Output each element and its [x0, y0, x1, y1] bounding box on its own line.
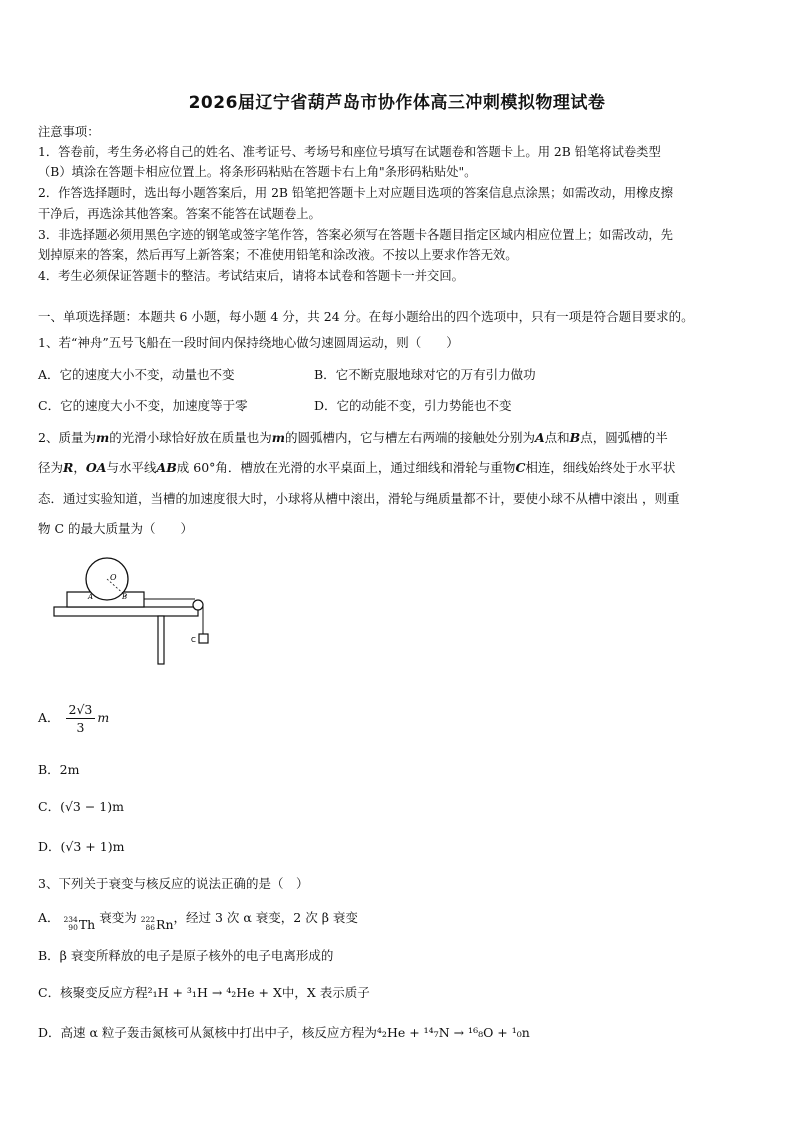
- notice-line: 干净后，再选涂其他答案。答案不能答在试题卷上。: [38, 207, 321, 221]
- q1-option-c: C．它的速度大小不变，加速度等于零: [38, 398, 248, 413]
- notice-line: 2．作答选择题时，选出每小题答案后，用 2B 铅笔把答题卡上对应题目选项的答案信息点涂黑；如需改动，用橡皮擦: [38, 186, 674, 200]
- notice-line: 3．非选择题必须用黑色字迹的钢笔或签字笔作答，答案必须写在答题卡各题目指定区域内相应位置上；如需改动，先: [38, 228, 673, 242]
- q3-option-b: B．β 衰变所释放的电子是原子核外的电子电离形成的: [38, 948, 334, 963]
- q2-option-c: C．(√3 − 1)m: [38, 799, 124, 814]
- pulley: [193, 600, 203, 610]
- question-2-line: 物 C 的最大质量为（ ）: [38, 521, 194, 536]
- groove-pulley-diagram: [50, 556, 220, 668]
- q2-option-d: D．(√3 + 1)m: [38, 839, 125, 854]
- label-c: C: [191, 636, 196, 644]
- table-leg: [158, 616, 164, 664]
- page-title: 2026届辽宁省葫芦岛市协作体高三冲刺模拟物理试卷: [188, 93, 606, 113]
- question-2-line: 2、质量为m的光滑小球恰好放在质量也为m的圆弧槽内，它与槽左右两端的接触处分别为A点和B点，圆弧槽的半: [38, 430, 668, 445]
- label-a: A: [88, 593, 94, 601]
- q2-option-b: B．2m: [38, 762, 80, 777]
- notice-line: （B）填涂在答题卡相应位置上。将条形码粘贴在答题卡右上角"条形码粘贴处"。: [38, 165, 477, 179]
- notice-heading: 注意事项：: [38, 125, 100, 139]
- q1-option-a: A．它的速度大小不变，动量也不变: [38, 367, 235, 382]
- notice-line: 1．答卷前，考生务必将自己的姓名、准考证号、考场号和座位号填写在试题卷和答题卡上。用 2B 铅笔将试卷类型: [38, 145, 661, 159]
- label-o: O: [110, 573, 117, 582]
- notice-line: 4．考生必须保证答题卡的整洁。考试结束后，请将本试卷和答题卡一并交回。: [38, 269, 464, 283]
- question-3-stem: 3、下列关于衰变与核反应的说法正确的是（ ）: [38, 876, 309, 891]
- table-top: [54, 607, 198, 616]
- question-2-line: 态．通过实验知道，当槽的加速度很大时，小球将从槽中滚出，滑轮与绳质量都不计，要使小球不从槽中滚出 ，则重: [38, 491, 680, 506]
- question-2-line: 径为R，OA与水平线AB成 60°角．槽放在光滑的水平桌面上，通过细线和滑轮与重物C相连，细线始终处于水平状: [38, 460, 676, 475]
- q3-option-d: D．高速 α 粒子轰击氮核可从氮核中打出中子，核反应方程为⁴₂He + ¹⁴₇N → ¹⁶₈O + ¹₀n: [38, 1025, 530, 1040]
- question-1-stem: 1、若“神舟”五号飞船在一段时间内保持绕地心做匀速圆周运动，则（ ）: [38, 335, 459, 350]
- label-b: B: [122, 593, 128, 601]
- q2-option-a: A． $\frac{2√3}{3}$ m: [38, 702, 110, 735]
- q3-option-a: A． 234 90 Th 衰变为 222 86 Rn ，经过 3 次 α 衰变，2 次 β 衰变: [38, 910, 358, 932]
- notice-line: 划掉原来的答案，然后再写上新答案；不准使用铅笔和涂改液。不按以上要求作答无效。: [38, 248, 518, 262]
- q3-option-c: C．核聚变反应方程²₁H + ³₁H → ⁴₂He + X中，X 表示质子: [38, 985, 370, 1000]
- weight-c: [199, 634, 208, 643]
- q1-option-d: D．它的动能不变，引力势能也不变: [314, 398, 512, 413]
- section-heading: 一、单项选择题：本题共 6 小题，每小题 4 分，共 24 分。在每小题给出的四个选项中，只有一项是符合题目要求的。: [38, 309, 694, 324]
- q1-option-b: B．它不断克服地球对它的万有引力做功: [314, 367, 536, 382]
